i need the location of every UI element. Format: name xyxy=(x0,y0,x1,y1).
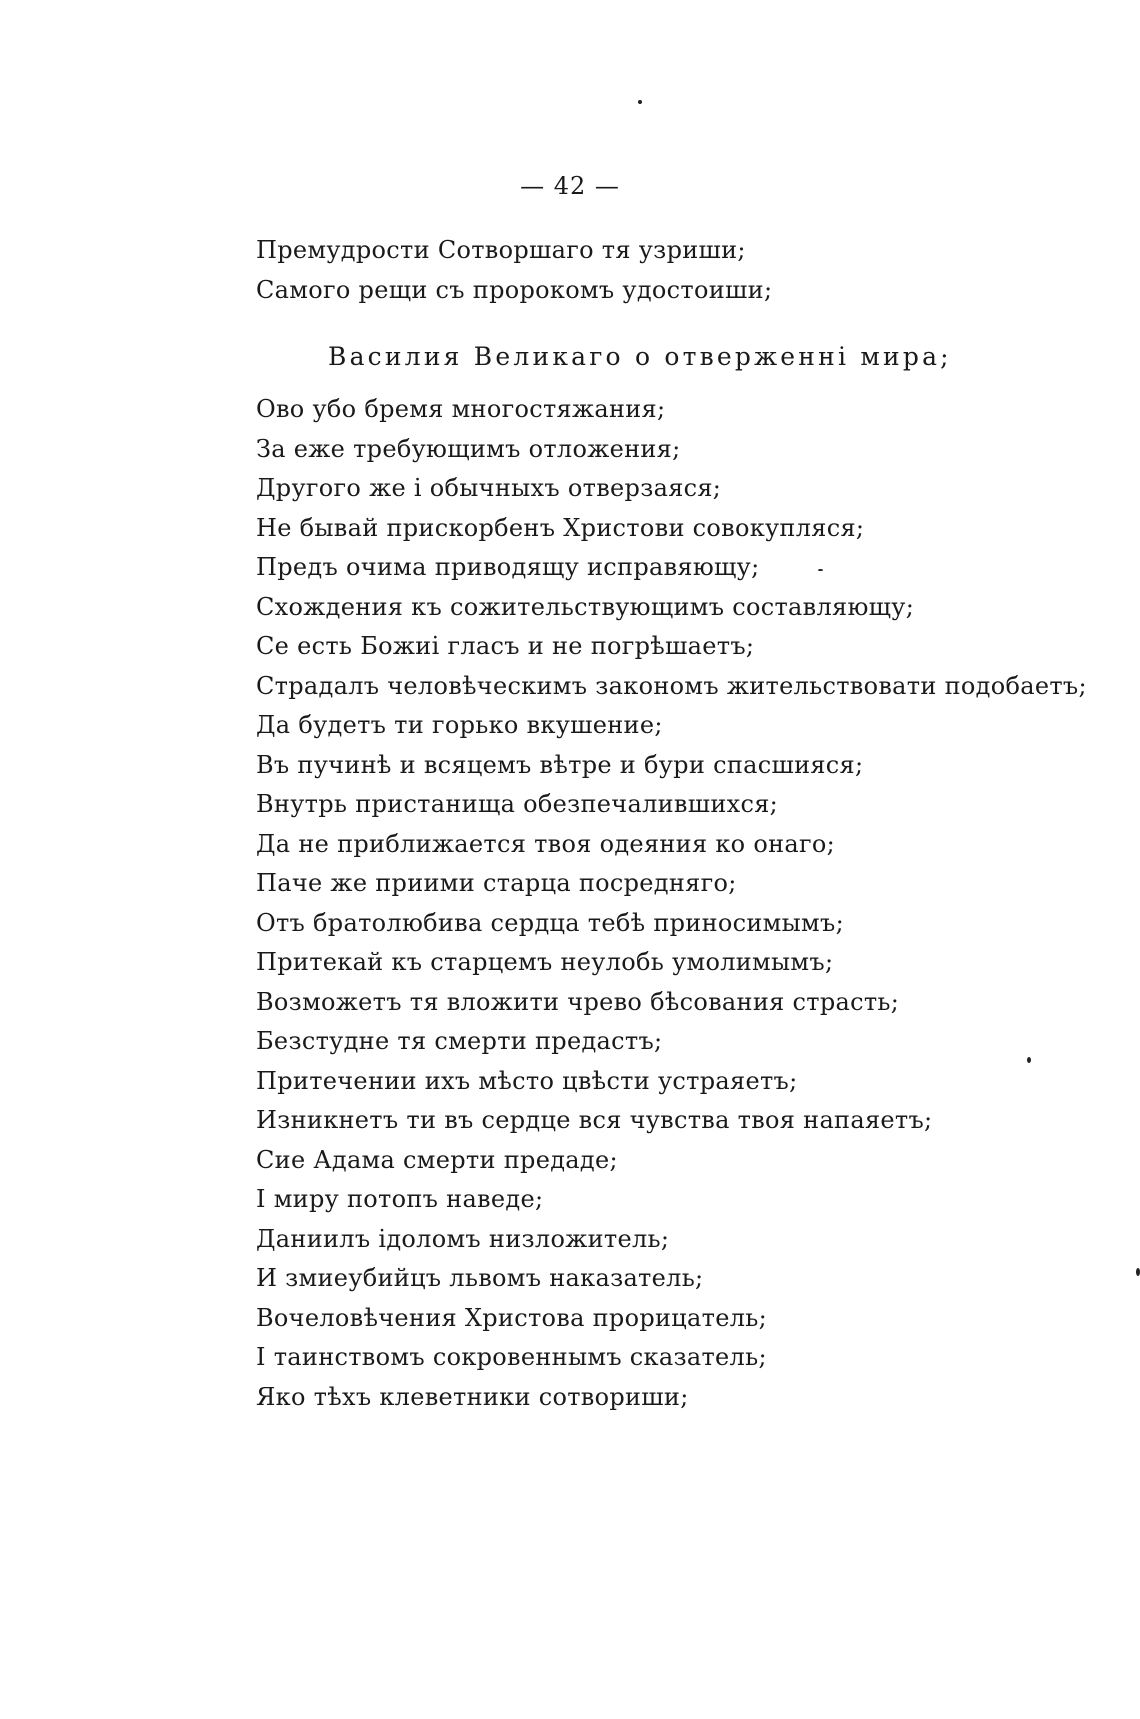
ink-speck xyxy=(638,100,642,104)
verse-line: За еже требующимъ отложения; xyxy=(256,434,681,463)
verse-line: Да будетъ ти горько вкушение; xyxy=(256,711,663,739)
top-lines xyxy=(256,230,772,310)
text-line: Премудрости Сотворшаго тя узриши; xyxy=(256,236,746,264)
verse-line: Схождения къ сожительствующимъ составляющу; xyxy=(256,592,915,621)
verse-line: Вочеловѣчения Христова прорицатель; xyxy=(256,1303,768,1332)
verse-line: Не бывай прискорбенъ Христови совокупляся; xyxy=(256,513,865,542)
verse-line: Сие Адама смерти предаде; xyxy=(256,1145,618,1174)
verse-line: Да не приближается твоя одеяния ко онаго; xyxy=(256,829,835,858)
verse-line: Ово убо бремя многостяжания; xyxy=(256,395,666,423)
verse-line: Притечении ихъ мѣсто цвѣсти устраяетъ; xyxy=(256,1066,798,1095)
verse-line: Се есть Божиі гласъ и не погрѣшаетъ; xyxy=(256,632,755,660)
verse-line: Въ пучинѣ и всяцемъ вѣтре и бури спасшияся; xyxy=(256,750,864,779)
verse-line: І таинствомъ сокровеннымъ сказатель; xyxy=(256,1343,767,1371)
verse-line: Предъ очима приводящу исправяющу; xyxy=(256,553,760,581)
page-number: — 42 — xyxy=(520,172,620,200)
verse-line: Внутрь пристанища обезпечалившихся; xyxy=(256,790,779,818)
verse-line: Другого же і обычныхъ отверзаяся; xyxy=(256,474,722,502)
section-heading: Василия Великаго о отверженні мира; xyxy=(328,342,952,371)
verse-line: І миру потопъ наведе; xyxy=(256,1185,544,1213)
verse-list xyxy=(256,390,1087,1417)
verse-line: Даниилъ ідоломъ низложитель; xyxy=(256,1224,670,1253)
verse-line: И змиеубийцъ львомъ наказатель; xyxy=(256,1264,704,1292)
verse-line: Безстудне тя смерти предастъ; xyxy=(256,1027,663,1055)
verse-line: Возможетъ тя вложити чрево бѣсования страсть; xyxy=(256,987,900,1016)
ink-speck xyxy=(1136,1268,1140,1276)
text-line: Самого рещи съ пророкомъ удостоиши; xyxy=(256,276,773,304)
verse-line: Изникнетъ ти въ сердце вся чувства твоя напаяетъ; xyxy=(256,1106,933,1134)
verse-line: Паче же приими старца посредняго; xyxy=(256,869,737,897)
verse-line: Страдалъ человѣческимъ закономъ жительствовати подобаетъ; xyxy=(256,671,1087,700)
verse-line: Отъ братолюбива сердца тебѣ приносимымъ; xyxy=(256,908,844,937)
verse-line: Притекай къ старцемъ неулобь умолимымъ; xyxy=(256,948,834,976)
verse-line: Яко тѣхъ клеветники сотвориши; xyxy=(256,1382,689,1411)
